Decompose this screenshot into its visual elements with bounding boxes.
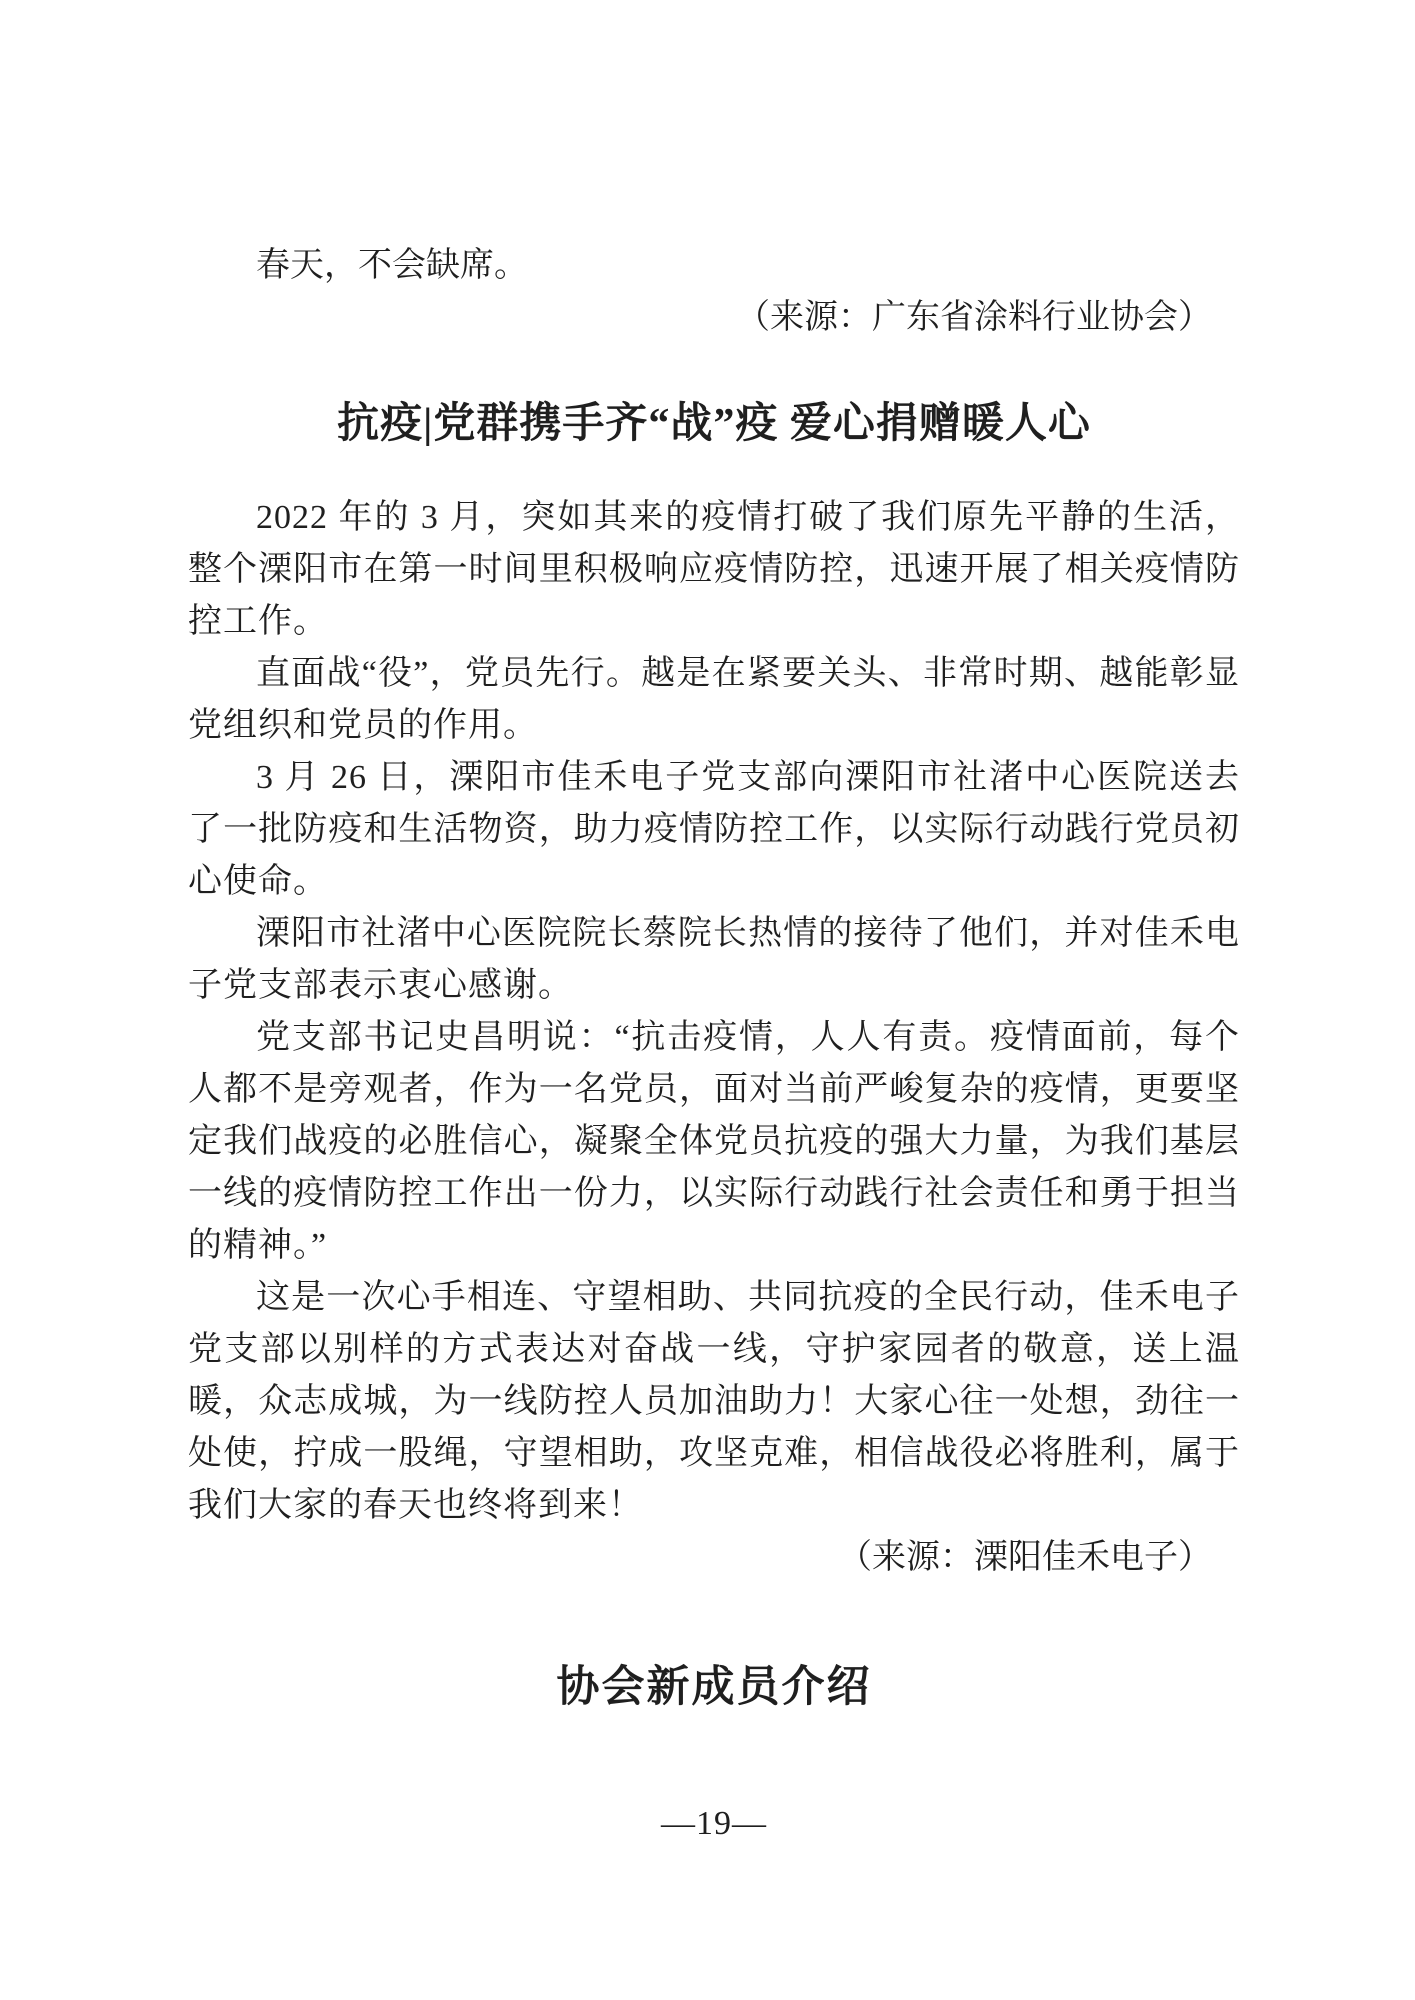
article-paragraph-6: 这是一次心手相连、守望相助、共同抗疫的全民行动，佳禾电子党支部以别样的方式表达对奋战一线，守护家园者的敬意，送上温暖，众志成城，为一线防控人员加油助力！大家心往一处想，劲往一处使，拧成一股绳，守望相助，攻坚克难，相信战役必将胜利，属于我们大家的春天也终将到来！ (188, 1279, 1240, 1524)
article-paragraph-1: 2022 年的 3 月，突如其来的疫情打破了我们原先平静的生活，整个溧阳市在第一时间里积极响应疫情防控，迅速开展了相关疫情防控工作。 (188, 499, 1240, 640)
lead-paragraph: 春天，不会缺席。 (256, 247, 528, 284)
article-paragraph-5: 党支部书记史昌明说：“抗击疫情，人人有责。疫情面前，每个人都不是旁观者，作为一名党员，面对当前严峻复杂的疫情，更要坚定我们战疫的必胜信心，凝聚全体党员抗疫的强大力量，为我们基层一线的疫情防控工作出一份力，以实际行动践行社会责任和勇于担当的精神。” (188, 1019, 1240, 1264)
article-paragraph-4: 溧阳市社渚中心医院院长蔡院长热情的接待了他们，并对佳禾电子党支部表示衷心感谢。 (188, 915, 1240, 1004)
page-number: —19— (661, 1805, 767, 1842)
article-title: 抗疫|党群携手齐“战”疫 爱心捐赠暖人心 (337, 401, 1091, 447)
source-attribution-2: （来源：溧阳佳禾电子） (838, 1539, 1212, 1576)
next-section-title: 协会新成员介绍 (556, 1664, 872, 1711)
source-attribution-1: （来源：广东省涂料行业协会） (736, 299, 1212, 336)
article-paragraph-3: 3 月 26 日，溧阳市佳禾电子党支部向溧阳市社渚中心医院送去了一批防疫和生活物资，助力疫情防控工作，以实际行动践行党员初心使命。 (188, 759, 1240, 900)
article-paragraph-2: 直面战“役”，党员先行。越是在紧要关头、非常时期、越能彰显党组织和党员的作用。 (188, 655, 1240, 744)
